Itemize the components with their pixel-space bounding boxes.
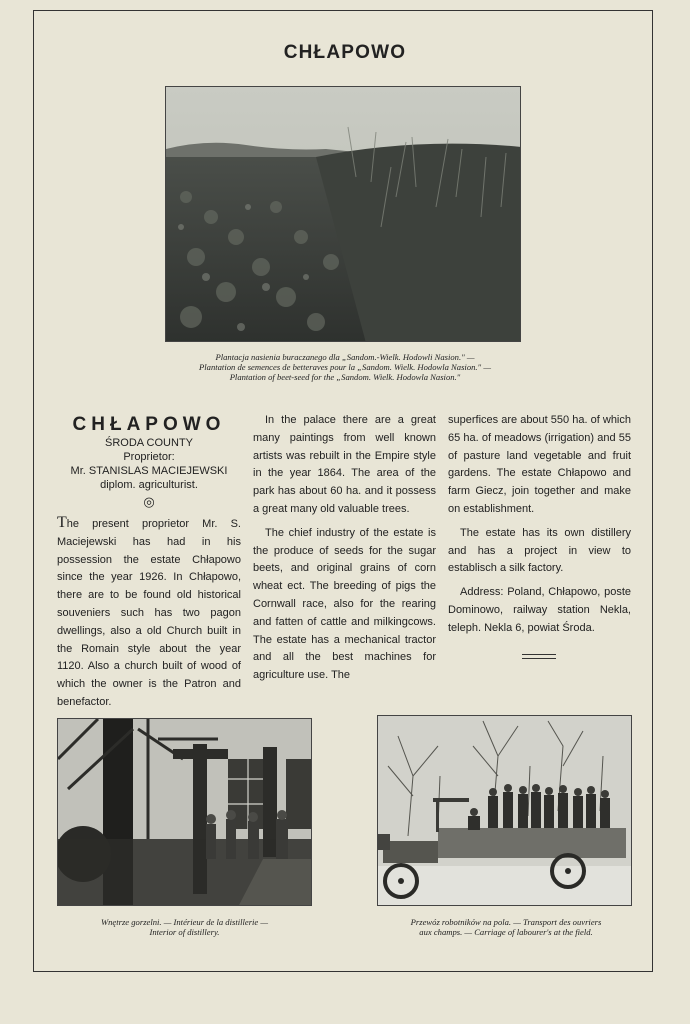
truck-caption bbox=[372, 917, 640, 937]
paragraph-text: he present proprietor Mr. S. Maciejewski has had in his possession the estate Chłapowo since the year 1926. In Chłapowo, there are to be found old historical souveniers such has two pagon dwellings, also a old Church built in the Romain style about the year 1120. Also a church built of wood of which the owner is the Patron and benefactor. bbox=[57, 518, 241, 708]
drop-cap: T bbox=[57, 514, 67, 531]
paragraph: The estate has its own distillery and has a project in view to establisch a silk factory. bbox=[448, 526, 631, 575]
truck-photo bbox=[377, 715, 632, 906]
caption-line: Przewóz robotników na pola. — Transport des ouvriers bbox=[410, 917, 602, 927]
ornament-icon: ◎ bbox=[143, 494, 155, 509]
proprietor-label: Proprietor: bbox=[123, 451, 175, 463]
county-label: ŚRODA COUNTY bbox=[104, 437, 193, 449]
truck-photo-image bbox=[378, 716, 632, 906]
article-title: CHŁAPOWO bbox=[72, 414, 226, 435]
proprietor-title: diplom. agriculturist. bbox=[100, 479, 198, 491]
plantation-photo-image bbox=[166, 87, 521, 342]
text-column-3 bbox=[448, 412, 631, 644]
text-column-2 bbox=[253, 412, 436, 691]
caption-line: Wnętrze gorzelni. — Intérieur de la distillerie — bbox=[100, 917, 269, 927]
paragraph: In the palace there are a great many paintings from well known artists was rebuilt in the Empire style in the year 1864. The area of the park has about 60 ha. and it possess a great many old valuable trees. bbox=[253, 414, 436, 515]
page-heading: CHŁAPOWO bbox=[283, 42, 407, 63]
plantation-caption bbox=[120, 352, 570, 382]
paragraph: superfices are about 550 ha. of which 65 ha. of meadows (irrigation) and 55 of pasture land vegetable and fruit gardens. The estate Chłapowo and farm Giecz, join together and make on establishment. bbox=[448, 414, 631, 515]
text-column-1 bbox=[57, 414, 241, 718]
caption-line: Plantation de semences de betteraves pour la „Sandom. Wielk. Hodowla Nasion." — bbox=[199, 362, 491, 372]
proprietor-name: Mr. STANISLAS MACIEJEWSKI bbox=[70, 465, 228, 477]
caption-line: Interior of distillery. bbox=[149, 927, 220, 937]
distillery-photo bbox=[57, 718, 312, 906]
caption-line: Plantation of beet-seed for the „Sandom. Wielk. Hodowla Nasion." bbox=[229, 372, 461, 382]
paragraph: The chief industry of the estate is the produce of seeds for the sugar beets, and original grains of corn wheat ect. The breeding of pigs the Cornwall race, also for the rearing and fatten of cattle and milkingcows. The estate has a mechanical tractor and all the best machines for agriculture use. The bbox=[253, 526, 436, 682]
plantation-photo bbox=[165, 86, 521, 342]
caption-line: Plantacja nasienia buraczanego dla „Sandom.-Wielk. Hodowli Nasion." — bbox=[215, 352, 475, 362]
section-rule bbox=[522, 654, 556, 659]
distillery-caption bbox=[57, 917, 312, 937]
distillery-photo-image bbox=[58, 719, 312, 906]
paragraph: Address: Poland, Chłapowo, poste Dominowo, railway station Nekla, teleph. Nekla 6, powiat Środa. bbox=[448, 586, 631, 634]
caption-line: aux champs. — Carriage of labourer's at the field. bbox=[419, 927, 593, 937]
paragraph bbox=[57, 514, 241, 712]
